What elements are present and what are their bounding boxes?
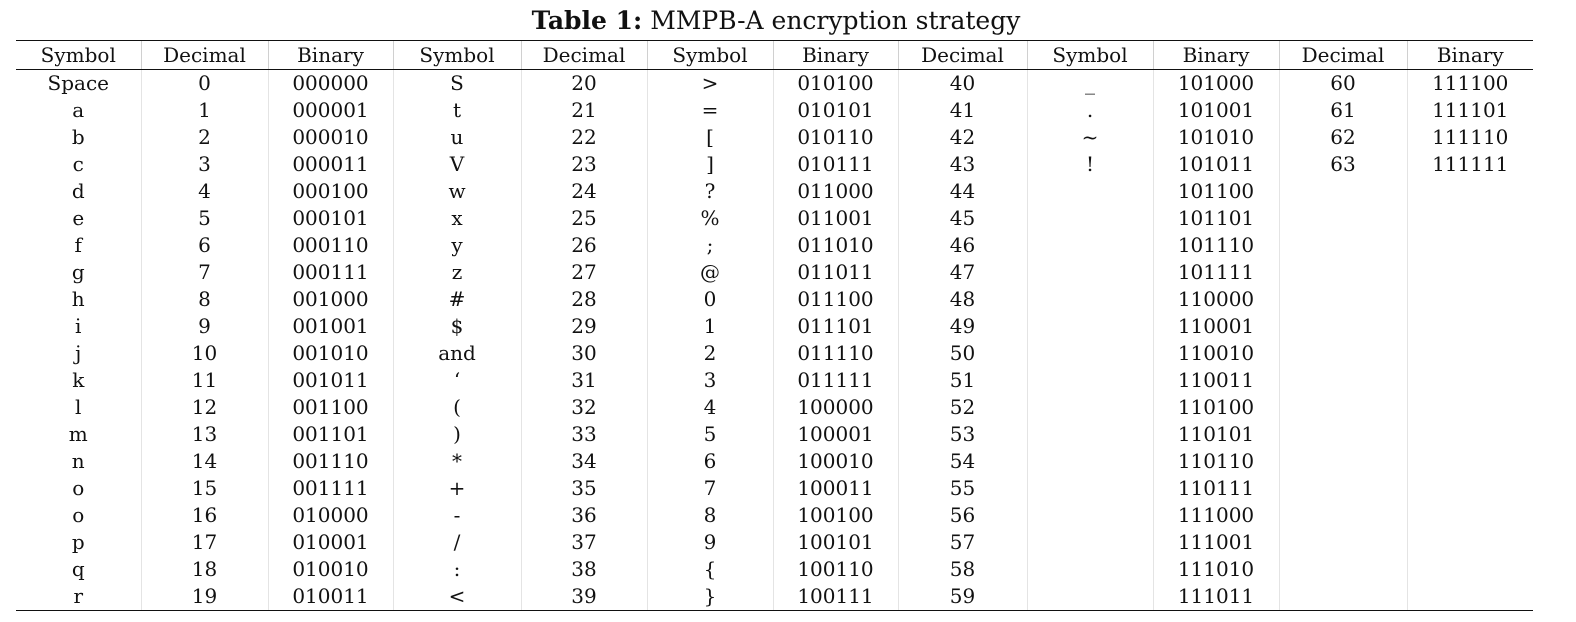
table-cell xyxy=(1027,502,1153,529)
table-cell xyxy=(1279,313,1407,340)
table-cell xyxy=(1279,340,1407,367)
table-cell: 48 xyxy=(898,286,1027,313)
table-cell: 101101 xyxy=(1153,205,1279,232)
table-cell: 28 xyxy=(521,286,647,313)
table-cell xyxy=(1027,394,1153,421)
column-header: Symbol xyxy=(1027,41,1153,70)
table-cell: 63 xyxy=(1279,151,1407,178)
column-header: Binary xyxy=(268,41,393,70)
table-cell: 010000 xyxy=(268,502,393,529)
table-cell: 011010 xyxy=(773,232,898,259)
table-cell: ; xyxy=(647,232,773,259)
table-cell: 101110 xyxy=(1153,232,1279,259)
table-cell: 100100 xyxy=(773,502,898,529)
table-cell: ] xyxy=(647,151,773,178)
table-cell: 40 xyxy=(898,70,1027,98)
table-cell: 011011 xyxy=(773,259,898,286)
table-cell xyxy=(1407,556,1533,583)
table-cell: i xyxy=(75,314,82,338)
table-cell: 110011 xyxy=(1153,367,1279,394)
column-header: Decimal xyxy=(521,41,647,70)
table-cell: 001001 xyxy=(268,313,393,340)
table-cell: 4 xyxy=(141,178,268,205)
table-cell: < xyxy=(393,583,521,611)
table-cell: 5 xyxy=(141,205,268,232)
table-cell: 42 xyxy=(898,124,1027,151)
table-cell: 60 xyxy=(1279,70,1407,98)
table-cell: 57 xyxy=(898,529,1027,556)
table-cell: o xyxy=(72,476,85,500)
table-cell: c xyxy=(72,152,84,176)
table-cell xyxy=(1407,313,1533,340)
table-cell: 9 xyxy=(141,313,268,340)
table-row xyxy=(16,124,1533,151)
table-cell: ? xyxy=(647,178,773,205)
column-header: Decimal xyxy=(141,41,268,70)
table-cell: 1 xyxy=(647,313,773,340)
table-cell: d xyxy=(71,179,85,203)
table-cell xyxy=(1407,340,1533,367)
table-cell: 35 xyxy=(521,475,647,502)
table-cell: 111101 xyxy=(1407,97,1533,124)
table-cell: 110001 xyxy=(1153,313,1279,340)
table-cell: z xyxy=(393,259,521,286)
table-cell: V xyxy=(393,151,521,178)
table-cell: 001100 xyxy=(268,394,393,421)
table-cell: 25 xyxy=(521,205,647,232)
table-cell: 59 xyxy=(898,583,1027,611)
table-cell: 55 xyxy=(898,475,1027,502)
table-cell: k xyxy=(72,368,85,392)
table-cell: 26 xyxy=(521,232,647,259)
table-cell: and xyxy=(393,340,521,367)
table-row xyxy=(16,286,1533,313)
table-cell xyxy=(1279,556,1407,583)
table-cell: 000111 xyxy=(268,259,393,286)
table-cell: u xyxy=(393,124,521,151)
table-cell: 30 xyxy=(521,340,647,367)
table-cell: 011001 xyxy=(773,205,898,232)
table-cell: 011111 xyxy=(773,367,898,394)
table-cell: 50 xyxy=(898,340,1027,367)
table-row xyxy=(16,394,1533,421)
table-cell: 100110 xyxy=(773,556,898,583)
table-row xyxy=(16,583,1533,611)
table-cell: 8 xyxy=(647,502,773,529)
table-cell: 000011 xyxy=(268,151,393,178)
table-cell: 001000 xyxy=(268,286,393,313)
table-cell xyxy=(1279,529,1407,556)
table-cell: # xyxy=(393,286,521,313)
table-cell: Space xyxy=(47,71,109,95)
table-cell: 011110 xyxy=(773,340,898,367)
table-cell: * xyxy=(393,448,521,475)
column-header: Decimal xyxy=(1279,41,1407,70)
table-cell: > xyxy=(647,70,773,98)
table-cell: g xyxy=(71,260,85,284)
table-cell: 0 xyxy=(141,70,268,98)
table-cell xyxy=(1027,205,1153,232)
table-cell: @ xyxy=(647,259,773,286)
encryption-table xyxy=(16,40,1533,611)
table-cell xyxy=(1027,448,1153,475)
table-cell xyxy=(1279,583,1407,611)
table-cell: - xyxy=(393,502,521,529)
table-cell: 33 xyxy=(521,421,647,448)
table-cell: 100011 xyxy=(773,475,898,502)
table-cell: a xyxy=(72,98,85,122)
table-cell: 100101 xyxy=(773,529,898,556)
table-cell: o xyxy=(72,503,85,527)
table-cell: 100111 xyxy=(773,583,898,611)
table-cell xyxy=(1279,178,1407,205)
table-row xyxy=(16,205,1533,232)
table-cell: $ xyxy=(393,313,521,340)
table-cell: 58 xyxy=(898,556,1027,583)
table-cell xyxy=(1279,232,1407,259)
column-header: Symbol xyxy=(393,41,521,70)
table-row xyxy=(16,313,1533,340)
table-cell xyxy=(1279,502,1407,529)
table-cell xyxy=(1279,259,1407,286)
table-cell: 2 xyxy=(141,124,268,151)
table-cell xyxy=(1027,475,1153,502)
table-cell xyxy=(1027,313,1153,340)
table-cell: 29 xyxy=(521,313,647,340)
table-row xyxy=(16,556,1533,583)
table-body xyxy=(16,70,1533,611)
table-cell: 000101 xyxy=(268,205,393,232)
table-cell: ‘ xyxy=(393,367,521,394)
column-header: Symbol xyxy=(16,41,141,70)
table-cell: 43 xyxy=(898,151,1027,178)
table-cell xyxy=(1407,286,1533,313)
caption-title: MMPB-A encryption strategy xyxy=(650,6,1021,35)
table-cell: 0 xyxy=(647,286,773,313)
table-cell: 54 xyxy=(898,448,1027,475)
table-cell: 111110 xyxy=(1407,124,1533,151)
table-cell xyxy=(1027,367,1153,394)
table-row xyxy=(16,502,1533,529)
table-cell: 001101 xyxy=(268,421,393,448)
table-cell: e xyxy=(72,206,85,230)
table-cell xyxy=(1027,529,1153,556)
table-cell xyxy=(1027,556,1153,583)
table-cell: 111100 xyxy=(1407,70,1533,98)
table-cell: 010111 xyxy=(773,151,898,178)
table-cell: 10 xyxy=(141,340,268,367)
table-cell: 18 xyxy=(141,556,268,583)
column-header: Binary xyxy=(1153,41,1279,70)
table-cell: % xyxy=(647,205,773,232)
table-cell: 001011 xyxy=(268,367,393,394)
table-row xyxy=(16,151,1533,178)
table-row xyxy=(16,475,1533,502)
table-cell: 45 xyxy=(898,205,1027,232)
table-cell: 101010 xyxy=(1153,124,1279,151)
table-cell: 39 xyxy=(521,583,647,611)
table-cell: : xyxy=(393,556,521,583)
table-cell: 000110 xyxy=(268,232,393,259)
table-cell xyxy=(1407,502,1533,529)
table-cell: 51 xyxy=(898,367,1027,394)
table-cell xyxy=(1407,205,1533,232)
table-cell: 47 xyxy=(898,259,1027,286)
table-cell xyxy=(1407,259,1533,286)
table-cell xyxy=(1027,259,1153,286)
table-cell: 100001 xyxy=(773,421,898,448)
table-cell: 110000 xyxy=(1153,286,1279,313)
table-cell: f xyxy=(74,233,82,257)
table-cell xyxy=(1279,421,1407,448)
table-cell: j xyxy=(75,341,82,365)
table-cell xyxy=(1407,583,1533,611)
table-cell: / xyxy=(393,529,521,556)
table-cell: 20 xyxy=(521,70,647,98)
table-cell xyxy=(1407,421,1533,448)
table-cell: 001010 xyxy=(268,340,393,367)
table-cell: 6 xyxy=(141,232,268,259)
table-cell: 14 xyxy=(141,448,268,475)
table-cell: l xyxy=(75,395,82,419)
table-cell xyxy=(1407,475,1533,502)
table-row xyxy=(16,529,1533,556)
table-cell: S xyxy=(393,70,521,98)
table-cell: 3 xyxy=(647,367,773,394)
table-cell: 17 xyxy=(141,529,268,556)
table-cell: 010100 xyxy=(773,70,898,98)
table-row xyxy=(16,340,1533,367)
table-cell: 7 xyxy=(647,475,773,502)
table-cell: x xyxy=(393,205,521,232)
table-cell: 010110 xyxy=(773,124,898,151)
table-cell: 8 xyxy=(141,286,268,313)
table-cell: 101111 xyxy=(1153,259,1279,286)
table-cell: n xyxy=(71,449,85,473)
table-cell: p xyxy=(71,530,85,554)
table-cell: 49 xyxy=(898,313,1027,340)
table-cell: 111000 xyxy=(1153,502,1279,529)
table-cell xyxy=(1027,178,1153,205)
table-cell: 110110 xyxy=(1153,448,1279,475)
table-cell xyxy=(1407,232,1533,259)
table-cell xyxy=(1027,286,1153,313)
table-cell: 4 xyxy=(647,394,773,421)
table-cell: 27 xyxy=(521,259,647,286)
table-cell: 010001 xyxy=(268,529,393,556)
table-cell xyxy=(1279,448,1407,475)
table-cell xyxy=(1027,583,1153,611)
table-cell: 6 xyxy=(647,448,773,475)
table-row xyxy=(16,421,1533,448)
table-cell xyxy=(1279,286,1407,313)
table-cell: 111011 xyxy=(1153,583,1279,611)
table-cell: w xyxy=(393,178,521,205)
table-cell: 1 xyxy=(141,97,268,124)
table-cell: 010101 xyxy=(773,97,898,124)
table-row xyxy=(16,259,1533,286)
table-caption xyxy=(0,6,1552,36)
table-cell xyxy=(1407,529,1533,556)
table-cell: y xyxy=(393,232,521,259)
table-cell: 001111 xyxy=(268,475,393,502)
table-cell: 101011 xyxy=(1153,151,1279,178)
table-cell: 19 xyxy=(141,583,268,611)
table-cell: . xyxy=(1027,97,1153,124)
table-cell: { xyxy=(647,556,773,583)
table-cell: 000010 xyxy=(268,124,393,151)
table-cell xyxy=(1027,421,1153,448)
table-cell: 000100 xyxy=(268,178,393,205)
table-cell: 010010 xyxy=(268,556,393,583)
table-cell: 34 xyxy=(521,448,647,475)
table-cell: 52 xyxy=(898,394,1027,421)
table-cell: q xyxy=(71,557,85,581)
table-cell: = xyxy=(647,97,773,124)
table-cell: 16 xyxy=(141,502,268,529)
table-cell: 111010 xyxy=(1153,556,1279,583)
table-cell: 37 xyxy=(521,529,647,556)
table-row xyxy=(16,448,1533,475)
table-cell: 11 xyxy=(141,367,268,394)
column-header: Binary xyxy=(773,41,898,70)
table-cell: ( xyxy=(393,394,521,421)
table-cell: 110010 xyxy=(1153,340,1279,367)
table-cell: 21 xyxy=(521,97,647,124)
table-row xyxy=(16,178,1533,205)
table-cell: 010011 xyxy=(268,583,393,611)
table-cell: 110100 xyxy=(1153,394,1279,421)
table-cell xyxy=(1279,475,1407,502)
table-cell xyxy=(1279,205,1407,232)
table-cell xyxy=(1279,394,1407,421)
table-cell: 100010 xyxy=(773,448,898,475)
table-cell: b xyxy=(71,125,85,149)
column-header: Binary xyxy=(1407,41,1533,70)
table-cell: ) xyxy=(393,421,521,448)
table-cell: 101100 xyxy=(1153,178,1279,205)
table-cell: 000001 xyxy=(268,97,393,124)
table-cell: t xyxy=(393,97,521,124)
table-cell: 7 xyxy=(141,259,268,286)
table-cell: 12 xyxy=(141,394,268,421)
table-row xyxy=(16,367,1533,394)
table-cell: 110111 xyxy=(1153,475,1279,502)
table-cell: 111001 xyxy=(1153,529,1279,556)
column-header: Symbol xyxy=(647,41,773,70)
table-cell: 111111 xyxy=(1407,151,1533,178)
table-cell: ~ xyxy=(1027,124,1153,151)
table-cell: 5 xyxy=(647,421,773,448)
table-cell: 31 xyxy=(521,367,647,394)
table-cell: [ xyxy=(647,124,773,151)
table-cell: 011100 xyxy=(773,286,898,313)
table-cell: 101001 xyxy=(1153,97,1279,124)
table-cell: m xyxy=(68,422,88,446)
table-cell: 23 xyxy=(521,151,647,178)
table-cell: 15 xyxy=(141,475,268,502)
table-cell: 46 xyxy=(898,232,1027,259)
table-cell: 44 xyxy=(898,178,1027,205)
table-cell: r xyxy=(16,583,141,611)
table-cell: ! xyxy=(1027,151,1153,178)
table-cell: } xyxy=(647,583,773,611)
header-row xyxy=(16,41,1533,70)
table-cell: _ xyxy=(1027,70,1153,98)
table-cell: 110101 xyxy=(1153,421,1279,448)
table-cell: 22 xyxy=(521,124,647,151)
table-cell: 2 xyxy=(647,340,773,367)
table-cell xyxy=(1407,178,1533,205)
table-cell: 011000 xyxy=(773,178,898,205)
table-cell: 9 xyxy=(647,529,773,556)
table-row xyxy=(16,232,1533,259)
table-cell: 13 xyxy=(141,421,268,448)
table-cell: 011101 xyxy=(773,313,898,340)
table-cell: 24 xyxy=(521,178,647,205)
caption-label: Table 1: xyxy=(531,6,643,35)
table-cell: 38 xyxy=(521,556,647,583)
table-cell xyxy=(1407,367,1533,394)
table-cell: 56 xyxy=(898,502,1027,529)
table-cell xyxy=(1407,448,1533,475)
table-cell xyxy=(1279,367,1407,394)
table-cell: 32 xyxy=(521,394,647,421)
table-cell: h xyxy=(71,287,85,311)
table-cell: + xyxy=(393,475,521,502)
table-cell xyxy=(1407,394,1533,421)
table-cell xyxy=(1027,340,1153,367)
table-cell: 61 xyxy=(1279,97,1407,124)
table-row xyxy=(16,70,1533,98)
table-cell: 36 xyxy=(521,502,647,529)
table-row xyxy=(16,97,1533,124)
table-cell: 53 xyxy=(898,421,1027,448)
table-cell: 41 xyxy=(898,97,1027,124)
table-cell: 62 xyxy=(1279,124,1407,151)
table-cell: 000000 xyxy=(268,70,393,98)
table-cell: 101000 xyxy=(1153,70,1279,98)
table-cell: 100000 xyxy=(773,394,898,421)
table-cell: 001110 xyxy=(268,448,393,475)
column-header: Decimal xyxy=(898,41,1027,70)
table-cell: 3 xyxy=(141,151,268,178)
table-cell xyxy=(1027,232,1153,259)
